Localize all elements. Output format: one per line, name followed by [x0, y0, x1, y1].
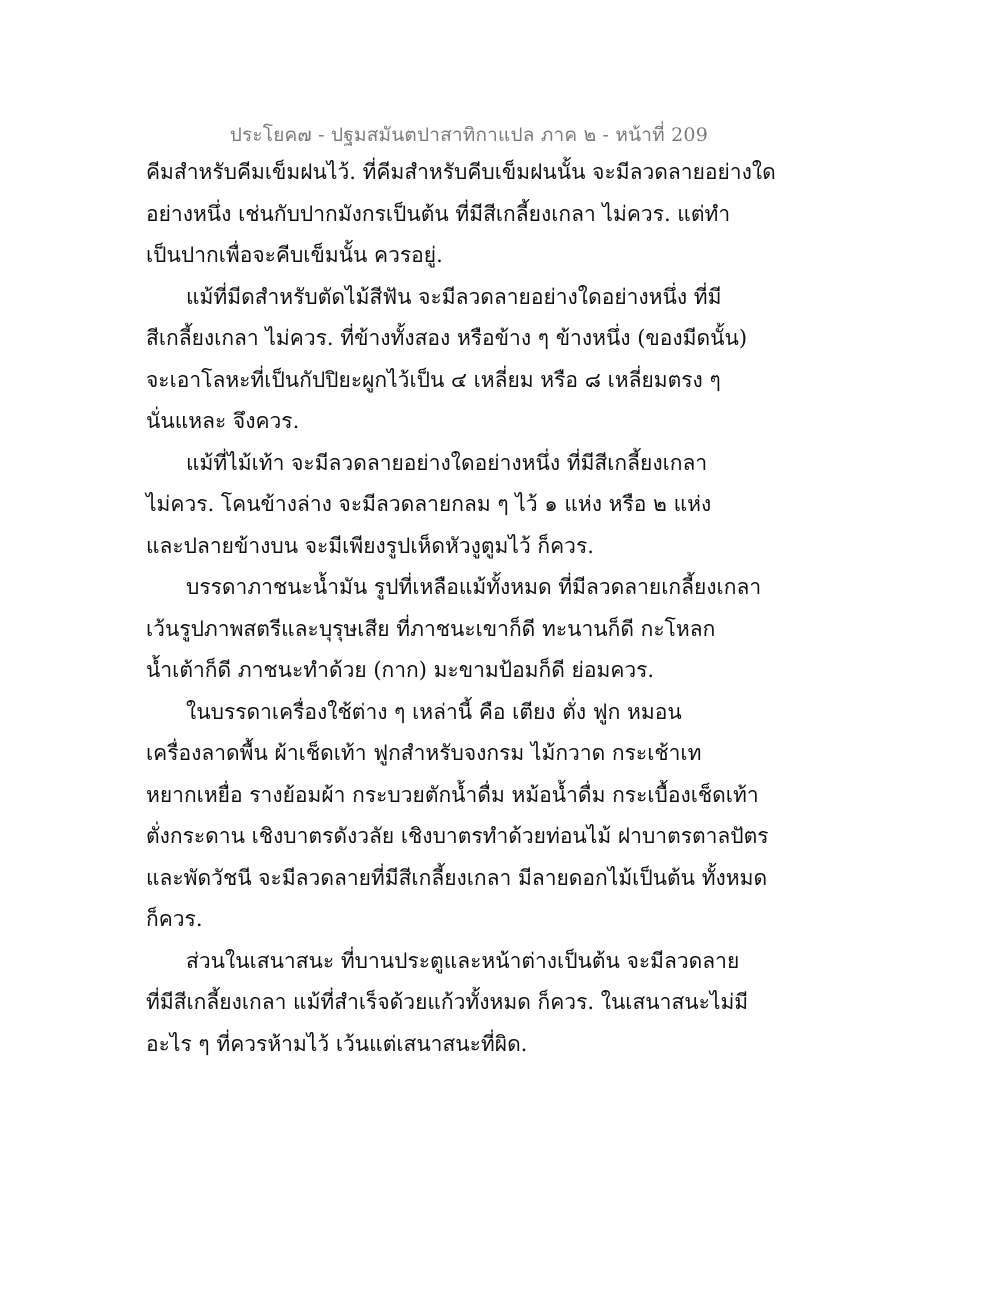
text-line: อะไร ๆ ที่ควรห้ามไว้ เว้นแต่เสนาสนะที่ผิด. — [146, 1031, 528, 1056]
paragraph — [146, 692, 769, 941]
text-line: ไม่ควร. โคนข้างล่าง จะมีลวดลายกลม ๆ ไว้ ๑ แห่ง หรือ ๒ แห่ง — [146, 492, 712, 516]
text-line: สีเกลี้ยงเกลา ไม่ควร. ที่ข้างทั้งสอง หรือข้าง ๆ ข้างหนึ่ง (ของมีดนั้น) — [146, 326, 748, 350]
paragraph — [146, 941, 749, 1066]
text-line: และพัดวัชนี จะมีลวดลายที่มีสีเกลี้ยงเกลา มีลายดอกไม้เป็นต้น ทั้งหมด — [146, 865, 768, 890]
running-header: ประโยค๗ - ปฐมสมันตปาสาทิกาแปล ภาค ๒ - หน้าที่ 209 — [229, 124, 708, 146]
paragraph — [146, 277, 748, 443]
paragraph — [146, 443, 726, 568]
paragraph — [146, 567, 762, 692]
text-line: แม้ที่มีดสำหรับตัดไม้สีฟัน จะมีลวดลายอย่างใดอย่างหนึ่ง ที่มี — [186, 284, 722, 309]
text-line: ตั่งกระดาน เชิงบาตรดังวลัย เชิงบาตรทำด้วยท่อนไม้ ฝาบาตรตาลปัตร — [146, 824, 769, 848]
text-line: อย่างหนึ่ง เช่นกับปากมังกรเป็นต้น ที่มีสีเกลี้ยงเกลา ไม่ควร. แต่ทำ — [146, 201, 731, 226]
text-line: ในบรรดาเครื่องใช้ต่าง ๆ เหล่านี้ คือ เตียง ตั่ง ฟูก หมอน — [186, 699, 682, 724]
text-line: คีมสำหรับคีมเข็มฝนไว้. ที่คีมสำหรับคีบเข็มฝนนั้น จะมีลวดลายอย่างใด — [146, 160, 776, 184]
body-text — [146, 152, 776, 1065]
text-line: นั่นแหละ จึงควร. — [146, 409, 300, 433]
text-line: เป็นปากเพื่อจะคีบเข็มนั้น ควรอยู่. — [146, 243, 443, 267]
text-line: ส่วนในเสนาสนะ ที่บานประตูและหน้าต่างเป็นต้น จะมีลวดลาย — [186, 948, 740, 973]
text-line: และปลายข้างบน จะมีเพียงรูปเห็ดหัวงูตูมไว้ ก็ควร. — [146, 533, 594, 558]
paragraph — [146, 152, 776, 277]
text-line: น้ำเต้าก็ดี ภาชนะทำด้วย (กาก) มะขามป้อมก็ดี ย่อมควร. — [146, 658, 655, 682]
text-line: แม้ที่ไม้เท้า จะมีลวดลายอย่างใดอย่างหนึ่ง ที่มีสีเกลี้ยงเกลา — [186, 450, 708, 475]
text-line: เครื่องลาดพื้น ผ้าเช็ดเท้า ฟูกสำหรับจงกรม ไม้กวาด กระเช้าเท — [146, 741, 702, 765]
text-line: บรรดาภาชนะน้ำมัน รูปที่เหลือแม้ทั้งหมด ที่มีลวดลายเกลี้ยงเกลา — [186, 575, 762, 599]
text-line: ก็ควร. — [146, 907, 203, 931]
text-line: หยากเหยื่อ รางย้อมผ้า กระบวยตักน้ำดื่ม หม้อน้ำดื่ม กระเบื้องเช็ดเท้า — [146, 782, 759, 807]
text-line: จะเอาโลหะที่เป็นกัปปิยะผูกไว้เป็น ๔ เหลี่ยม หรือ ๘ เหลี่ยมตรง ๆ — [146, 367, 721, 392]
text-line: เว้นรูปภาพสตรีและบุรุษเสีย ที่ภาชนะเขาก็ดี ทะนานก็ดี กะโหลก — [146, 616, 716, 641]
text-line: ที่มีสีเกลี้ยงเกลา แม้ที่สำเร็จด้วยแก้วทั้งหมด ก็ควร. ในเสนาสนะไม่มี — [146, 990, 749, 1014]
